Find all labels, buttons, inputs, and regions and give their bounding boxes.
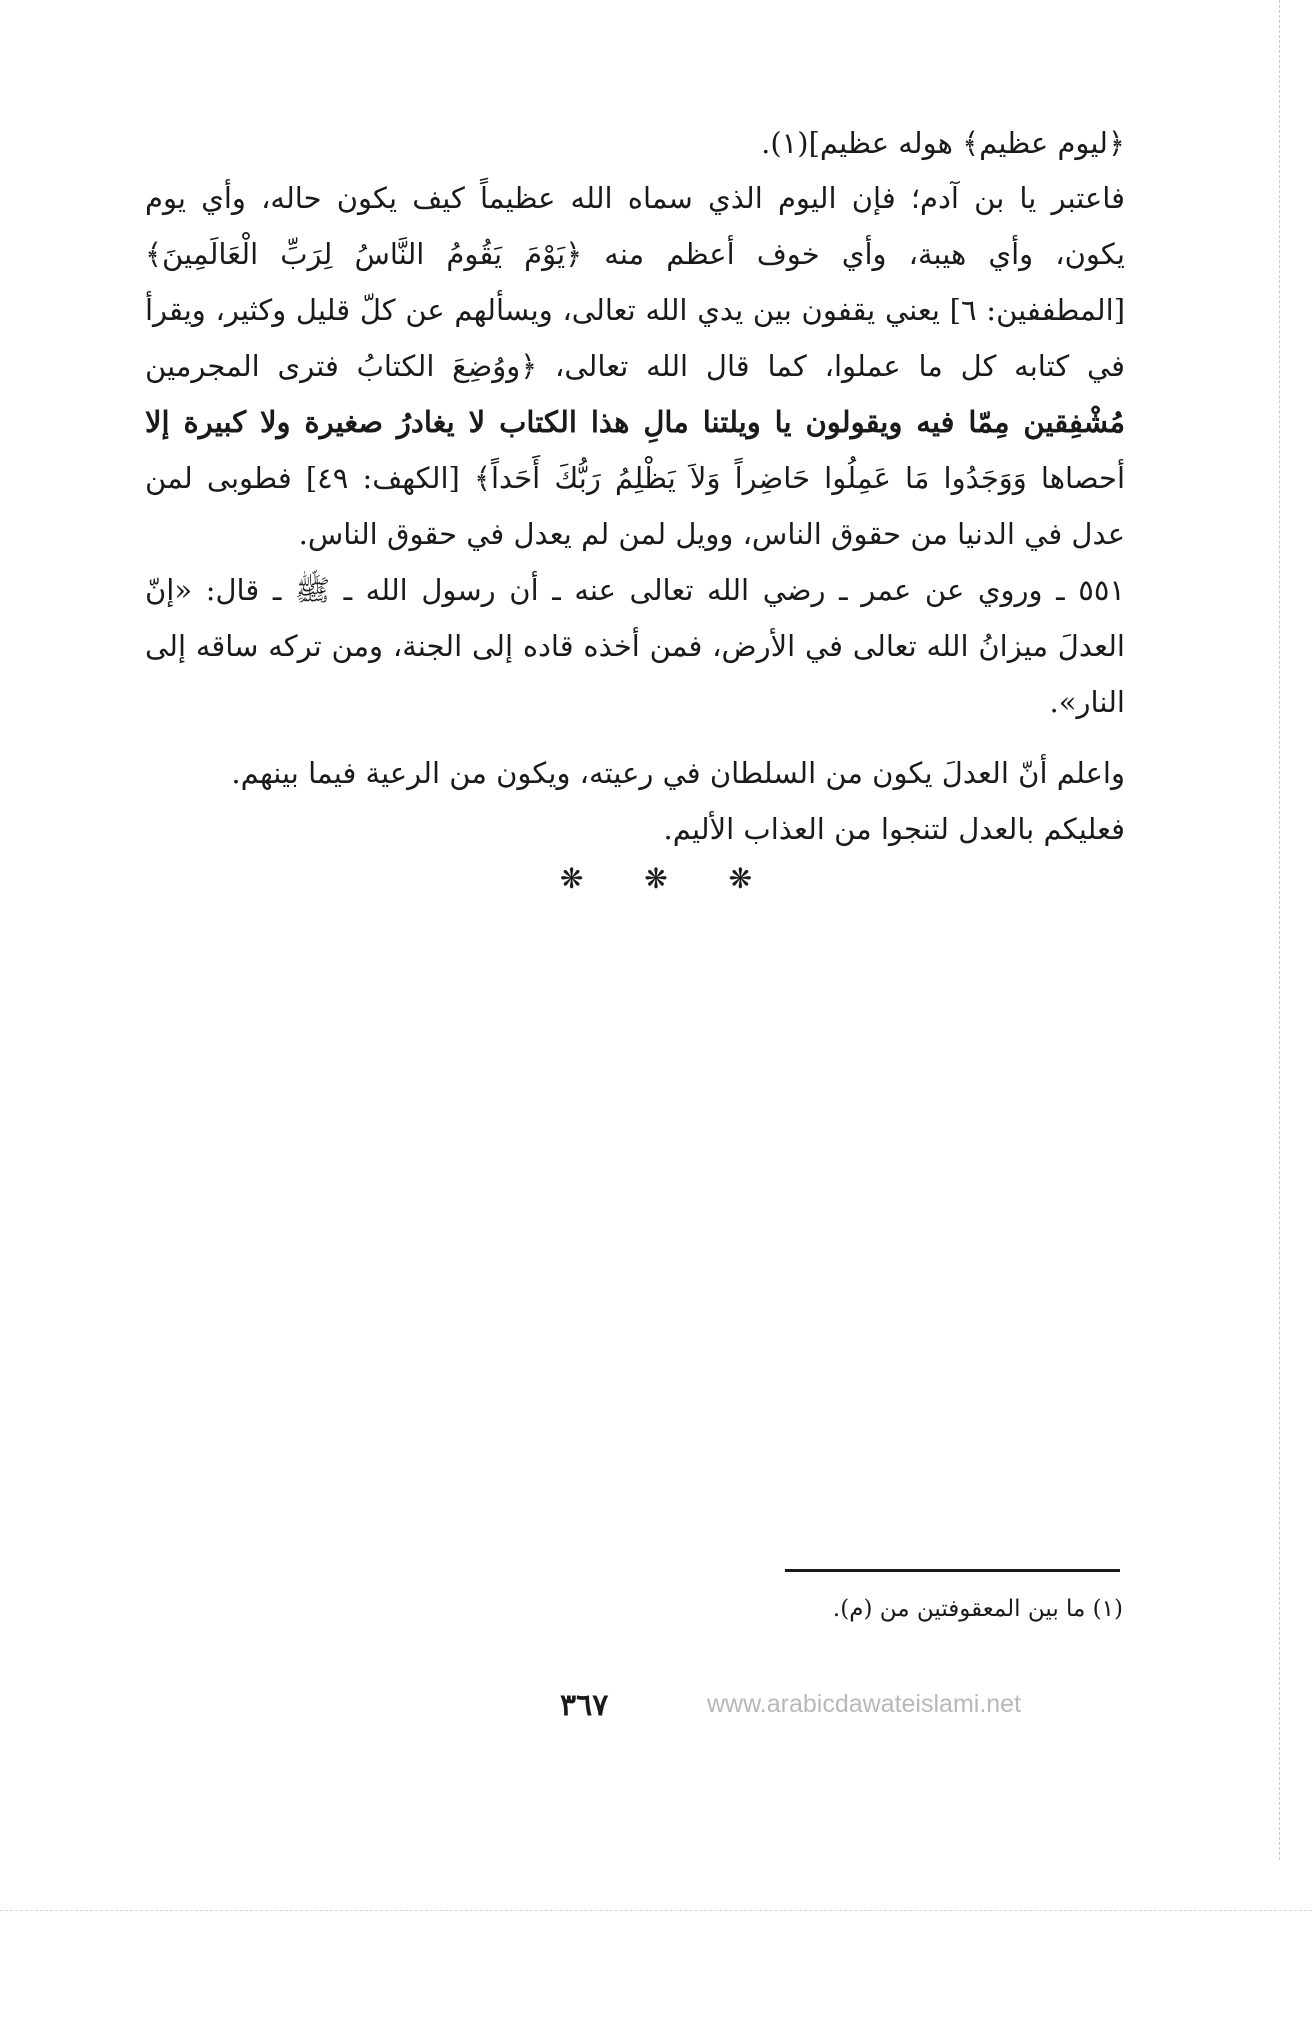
- watermark: www.arabicdawateislami.net: [707, 1690, 1022, 1718]
- page-number: ٣٦٧: [560, 1688, 609, 1723]
- text-line: [المطففين: ٦] يعني يقفون بين يدي الله تعالى، ويسألهم عن كلّ قليل وكثير، ويقرأ: [145, 293, 1126, 327]
- paragraph-3: [145, 562, 1125, 730]
- main-text-block-4: [145, 745, 1125, 857]
- footnote: (١) ما بين المعقوفتين من (م).: [832, 1596, 1123, 1622]
- text-line: النار».: [1049, 685, 1125, 719]
- footnote-rule: [785, 1569, 1120, 1572]
- text-line: واعلم أنّ العدلَ يكون من السلطان في رعيته، ويكون من الرعية فيما بينهم.: [231, 756, 1125, 790]
- paragraph-2: [145, 170, 1125, 562]
- section-separator: [0, 862, 1312, 895]
- text-line: عدل في الدنيا من حقوق الناس، وويل لمن لم يعدل في حقوق الناس.: [298, 517, 1125, 551]
- text-line: ٥٥١ ـ وروي عن عمر ـ رضي الله تعالى عنه ـ أن رسول الله ـ ﷺ ـ قال: «إنّ: [145, 573, 1125, 607]
- paragraph-4: [145, 745, 1125, 857]
- scan-edge-line: [1278, 0, 1280, 1860]
- main-text-block-2: [145, 170, 1125, 562]
- text-line: يكون، وأي هيبة، وأي خوف أعظم منه ﴿يَوْمَ يَقُومُ النَّاسُ لِرَبِّ الْعَالَمِينَ﴾: [145, 237, 1125, 271]
- text-line: ﴿ليوم عظيم﴾ هوله عظيم](١).: [761, 126, 1125, 160]
- text-line: مُشْفِقين مِمّا فيه ويقولون يا ويلتنا مالِ هذا الكتاب لا يغادرُ صغيرة ولا كبيرة إلا: [145, 405, 1125, 439]
- separator-star-icon: ❋: [559, 862, 584, 895]
- main-text-block-3: [145, 562, 1125, 730]
- scan-bottom-line: [0, 1910, 1312, 1912]
- main-text: [145, 115, 1125, 171]
- text-line: فعليكم بالعدل لتنجوا من العذاب الأليم.: [663, 812, 1125, 846]
- separator-star-icon: ❋: [728, 862, 753, 895]
- text-line: العدلَ ميزانُ الله تعالى في الأرض، فمن أخذه قاده إلى الجنة، ومن تركه ساقه إلى: [145, 629, 1125, 663]
- text-line: أحصاها وَوَجَدُوا مَا عَمِلُوا حَاضِراً وَلاَ يَظْلِمُ رَبُّكَ أَحَداً﴾ [الكهف: ٤٩] فطوبى لمن: [145, 461, 1125, 495]
- paragraph-1: [145, 115, 1125, 171]
- text-line: فاعتبر يا بن آدم؛ فإن اليوم الذي سماه الله عظيماً كيف يكون حاله، وأي يوم: [145, 181, 1125, 215]
- text-line: في كتابه كل ما عملوا، كما قال الله تعالى، ﴿ووُضِعَ الكتابُ فترى المجرمين: [145, 349, 1125, 383]
- separator-star-icon: ❋: [644, 862, 668, 895]
